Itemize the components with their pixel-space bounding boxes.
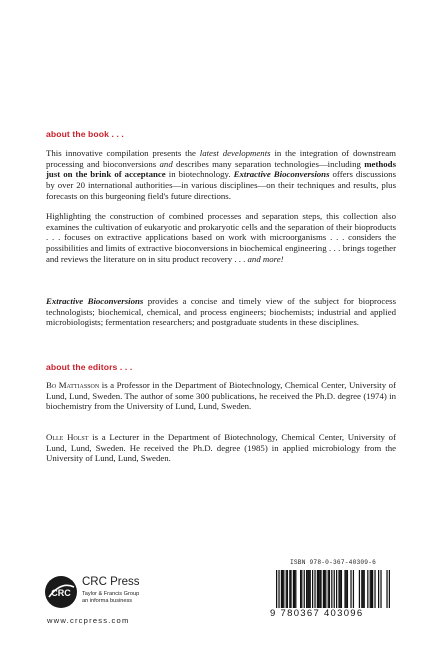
barcode-bar [389, 570, 390, 608]
barcode-bar [276, 570, 277, 608]
barcode-bar [367, 570, 368, 608]
text-run: in biotechnology. [165, 169, 234, 180]
crc-press-logo-icon [44, 575, 78, 609]
publisher-website: www.crcpress.com [47, 616, 130, 625]
text-run: and more! [247, 253, 284, 264]
barcode-bar [323, 570, 324, 608]
text-run: Bo Mattiasson [46, 380, 100, 390]
barcode-bar [294, 570, 295, 608]
barcode-bar [304, 570, 305, 608]
barcode-bar [380, 570, 381, 608]
barcode-bar [324, 570, 325, 608]
barcode-bar [374, 570, 375, 608]
barcode-bar [344, 570, 345, 608]
barcode-bar [361, 570, 362, 608]
publisher-group: Taylor & Francis Group [82, 591, 140, 597]
text-run: describes many separation technologies—including [172, 158, 365, 169]
barcode-bar [320, 570, 321, 608]
barcode-bar [362, 570, 363, 608]
barcode-bar [386, 570, 387, 608]
text-run: latest developments [199, 148, 271, 158]
barcode-bar [341, 570, 342, 608]
text-run: in the integration of downstream processing and bioconversions [46, 148, 396, 169]
barcode-bar [317, 570, 318, 608]
book-paragraph-2 [46, 211, 396, 265]
text-run: This innovative compilation presents the [46, 148, 200, 158]
text-run: and [159, 158, 173, 169]
text-run: Extractive Bioconversions [46, 296, 144, 306]
barcode-bar [283, 570, 284, 608]
crc-logo-text: CRC [51, 588, 71, 598]
barcode-bar [328, 570, 329, 608]
barcode-bar [350, 570, 351, 608]
barcode-bar [300, 570, 301, 608]
publisher-tagline: an informa business [82, 598, 133, 604]
text-run: is a Lecturer in the Department of Biotechnology, Chemical Center, University of Lund, Lund, Sweden. He received the Ph.D. degree (1985) in applied microbiology from the University of Lund, Lund, Sweden. [46, 432, 396, 464]
about-the-editors-heading: about the editors . . . [46, 362, 133, 372]
barcode-bar [310, 570, 311, 608]
barcode-bar [281, 570, 282, 608]
barcode-bar [371, 570, 372, 608]
barcode-bar [347, 570, 348, 608]
text-run: is a Professor in the Department of Biotechnology, Chemical Center, University of Lund, Lund, Sweden. The author of some 300 publications, he received the Ph.D. degree (1974) in biochemistry from the University of Lund, Lund, Sweden. [46, 380, 397, 412]
barcode-bar [289, 570, 290, 608]
barcode-bar [338, 570, 339, 608]
editor-bio-holst [46, 432, 396, 464]
barcode-icon [276, 570, 390, 608]
barcode-bar [282, 570, 283, 608]
barcode-bar [290, 570, 291, 608]
publisher-name: CRC Press [82, 576, 140, 588]
barcode-bar [312, 570, 313, 608]
barcode-bar [340, 570, 341, 608]
barcode-bar [314, 570, 315, 608]
barcode-bar [359, 570, 360, 608]
barcode-bar [293, 570, 294, 608]
barcode-bar [318, 570, 319, 608]
barcode-bar [331, 570, 332, 608]
book-paragraph-1 [46, 148, 396, 202]
text-run: offers discussions by over 20 international authorities—in various disciplines—on their techniques and results, plus forecasts on this burgeoning field's future directions. [46, 169, 396, 201]
barcode-bar [336, 570, 337, 608]
barcode-bar [308, 570, 309, 608]
barcode-bar [364, 570, 365, 608]
barcode-bar [346, 570, 347, 608]
barcode-bar [319, 570, 320, 608]
text-run: provides a concise and timely view of the subject for bioprocess technologists; biochemical, chemical, and process engineers; biochemists; industrial and applied microbiologists; fermentation researchers; and postgraduate students in these disciplines. [46, 296, 396, 328]
text-run: Olle Holst [46, 432, 89, 442]
text-run: Highlighting the construction of combined processes and separation steps, this collection also examines the cultivation of eukaryotic and prokaryotic cells and the separation of their bioproducts . . . focuses on extractive applications based on work with microorganisms . . . considers the possibilities and limits of extractive bioconversions in biochemical engineering . . . brings together and reviews the literature on in situ product recovery . . . [46, 211, 396, 264]
barcode-bar [295, 570, 296, 608]
barcode-bar [378, 570, 379, 608]
barcode-bar [287, 570, 288, 608]
text-run: methods just on the brink of acceptance [46, 158, 396, 180]
barcode-bar [286, 570, 287, 608]
barcode-bar [334, 570, 335, 608]
book-paragraph-3 [46, 296, 396, 328]
isbn-label: ISBN 978-0-367-40309-6 [289, 559, 377, 566]
barcode-bar [278, 570, 279, 608]
barcode-digits: 9 780367 403096 [270, 608, 364, 619]
editor-bio-mattiasson [46, 380, 396, 412]
about-the-book-heading: about the book . . . [46, 129, 124, 139]
text-run: Extractive Bioconversions [233, 169, 330, 180]
barcode-bar [353, 570, 354, 608]
barcode-bar [301, 570, 302, 608]
barcode-bar [372, 570, 373, 608]
barcode-bar [307, 570, 308, 608]
barcode-bar [329, 570, 330, 608]
barcode-bar [370, 570, 371, 608]
barcode-bar [325, 570, 326, 608]
barcode-bar [306, 570, 307, 608]
